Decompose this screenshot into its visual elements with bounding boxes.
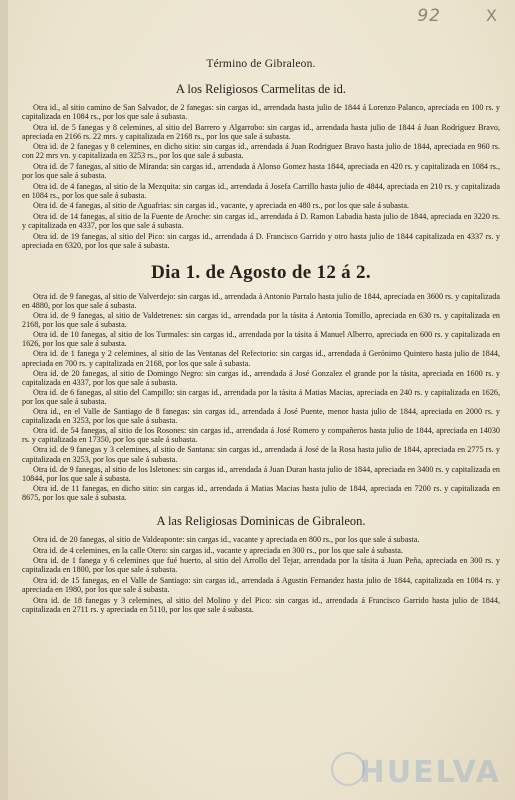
entry-paragraph: Otra id. de 14 fanegas, al sitio de la Fuente de Aroche: sin cargas id., arrendada á D. Ramon Labadia hasta julio de 1844, apreciada en 3220 rs. y capitalizada en 4337, por los que sale á subasta. bbox=[22, 212, 500, 231]
entry-paragraph: Otra id. de 9 fanegas, al sitio de Valdetrenes: sin cargas id., arrendada por la tásita á Antonia Tomillo, apreciada en 630 rs. y capitalizada en 2168, por los que sale á subasta. bbox=[22, 311, 500, 330]
entry-paragraph: Otra id. de 9 fanegas, al sitio de Valverdejo: sin cargas id., arrendada á Antonio Parralo hasta julio de 1844, apreciada en 3600 rs. y capitalizada en 4880, por los que sale á subasta. bbox=[22, 291, 500, 310]
entry-paragraph: Otra id. de 10 fanegas, al sitio de los Turmales: sin cargas id., arrendada por la tásita á Manuel Alberro, apreciada en 600 rs. y capitalizada en 1626, por los que sale á subasta. bbox=[22, 330, 500, 349]
entry-paragraph: Otra id. de 1 fanega y 6 celemines que fué huerto, al sitio del Arrollo del Tejar, arrendada por la tásita á Juan Peña, apreciada en 300 rs. y capitalizada en 1800, por los que sale á subasta. bbox=[22, 556, 500, 575]
entry-paragraph: Otra id., en el Valle de Santiago de 8 fanegas: sin cargas id., arrendada á José Puente, menor hasta julio de 1844, apreciada en 2000 rs. y capitalizada en 3253, por los que sale á subasta. bbox=[22, 407, 500, 426]
entry-paragraph: Otra id. de 20 fanegas, al sitio de Valdeaponte: sin cargas id., vacante y apreciada en 800 rs., por los que sale á subasta. bbox=[33, 534, 420, 544]
entry-paragraph: Otra id. de 9 fanegas, al sitio de los Isletones: sin cargas id., arrendada á Juan Duran hasta julio de 1844, apreciada en 3400 rs. y capitalizada en 10844, por los que sale á subasta. bbox=[22, 464, 500, 483]
document-body bbox=[22, 58, 500, 615]
entry-paragraph: Otra id. de 18 fanegas y 3 celemines, al sitio del Molino y del Pico: sin cargas id., arrendada á Francisco Garrido hasta julio de 1844, capitalizada en 2711 rs. y apreciada en 5110, por los que sale á subasta. bbox=[22, 595, 500, 614]
day-heading: Dia 1. de Agosto de 12 á 2. bbox=[151, 261, 371, 283]
entry-paragraph: Otra id., al sitio camino de San Salvador, de 2 fanegas: sin cargas id., arrendada hasta julio de 1844 á Lorenzo Palanco, apreciada en 100 rs. y capitalizada en 1084 rs., por los que sale á subasta. bbox=[22, 103, 500, 122]
entry-paragraph: Otra id. de 1 fanega y 2 celemines, al sitio de las Ventanas del Refectorio: sin cargas id., arrendada á Gerónimo Quintero hasta julio de 1844, apreciada en 700 rs. y capitalizada en 2168, por los que sale á subasta. bbox=[22, 349, 500, 368]
entry-paragraph: Otra id. de 4 fanegas, al sitio de Aguafrias: sin cargas id., vacante, y apreciada en 480 rs., por los que sale á subasta. bbox=[33, 201, 409, 211]
entry-paragraph: Otra id. de 4 fanegas, al sitio de la Mezquita: sin cargas id., arrendada á Josefa Carrillo hasta julio de 4844, apreciada en 210 rs. y capitalizada en 1084 rs., por los que sale á subasta. bbox=[22, 181, 500, 200]
entry-paragraph: Otra id. de 4 celemines, en la calle Otero: sin cargas id., vacante y apreciada en 300 rs., por los que sale á subasta. bbox=[33, 545, 403, 555]
corner-mark: X bbox=[486, 6, 497, 25]
page-number-handwritten: 92 bbox=[417, 6, 441, 26]
entry-paragraph: Otra id. de 20 fanegas, al sitio de Domingo Negro: sin cargas id., arrendada á José Gonzalez el grande por la tásita, apreciada en 1600 rs. y capitalizada en 4337, por los que sale á subasta. bbox=[22, 368, 500, 387]
entry-paragraph: Otra id. de 19 fanegas, al sitio del Pico: sin cargas id., arrendada á D. Francisco Garrido y otro hasta julio de 1844 capitalizada en 4337 rs. y apreciada en 6320, por los que sale á subasta. bbox=[22, 231, 500, 250]
section-day-entries bbox=[22, 292, 500, 502]
section-heading-carmelitas: A los Religiosos Carmelitas de id. bbox=[175, 82, 347, 96]
watermark-huelva: HUELVA bbox=[359, 755, 501, 790]
document-title: Término de Gibraleon. bbox=[206, 58, 316, 70]
entry-paragraph: Otra id. de 7 fanegas, al sitio de Miranda: sin cargas id., arrendada á Alonso Gomez hasta 1844, apreciada en 420 rs. y capitalizada en 1084 rs., por los que sale á subasta. bbox=[22, 162, 500, 181]
entry-paragraph: Otra id. de 2 fanegas y 8 celemines, en dicho sitio: sin cargas id., arrendada á Juan Rodriguez Bravo hasta julio de 1844, apreciada en 960 rs. con 22 mrs vn. y capitalizada en 3253 rs., por los que sale á subasta. bbox=[22, 142, 500, 161]
entry-paragraph: Otra id. de 5 fanegas y 8 celemines, al sitio del Barrero y Algarrobo: sin cargas id., arrendada hasta julio de 1844 á Juan Rodriguez Bravo, apreciada en 2166 rs. 22 mrs. y capitalizada en 2168 rs., por los que sale á subasta. bbox=[22, 122, 500, 141]
page-edge bbox=[0, 0, 8, 800]
entry-paragraph: Otra id. de 54 fanegas, al sitio de los Rosones: sin cargas id., arrendada á José Romero y compañeros hasta julio de 1844, apreciada en 14030 rs. y capitalizada en 17350, por los que sale á subasta. bbox=[22, 426, 500, 445]
entry-paragraph: Otra id. de 6 fanegas, al sitio del Campillo: sin cargas id., arrendada por la tásita á Matias Macias, apreciada en 240 rs. y capitalizada en 1626, por los que sale á subasta. bbox=[22, 387, 500, 406]
entry-paragraph: Otra id. de 15 fanegas, en el Valle de Santiago: sin cargas id., arrendada á Agustin Fernandez hasta julio de 1844, capitalizada en 1084 rs. y apreciada en 1980, por los que sale á subasta. bbox=[22, 575, 500, 594]
section-heading-dominicas: A las Religiosas Dominicas de Gibraleon. bbox=[156, 513, 366, 528]
entry-paragraph: Otra id. de 9 fanegas y 3 celemines, al sitio de Santana: sin cargas id., arrendada á José de la Rosa hasta julio de 1844, apreciada en 2775 rs. y capitalizada en 3253, por los que sale á subasta. bbox=[22, 445, 500, 464]
section-dominicas-entries bbox=[22, 535, 500, 614]
section-carmelitas-entries bbox=[22, 103, 500, 250]
entry-paragraph: Otra id. de 11 fanegas, en dicho sitio: sin cargas id., arrendada á Matias Macias hasta julio de 1844, apreciada en 7200 rs. y capitalizada en 8675, por los que sale á subasta. bbox=[22, 483, 500, 502]
